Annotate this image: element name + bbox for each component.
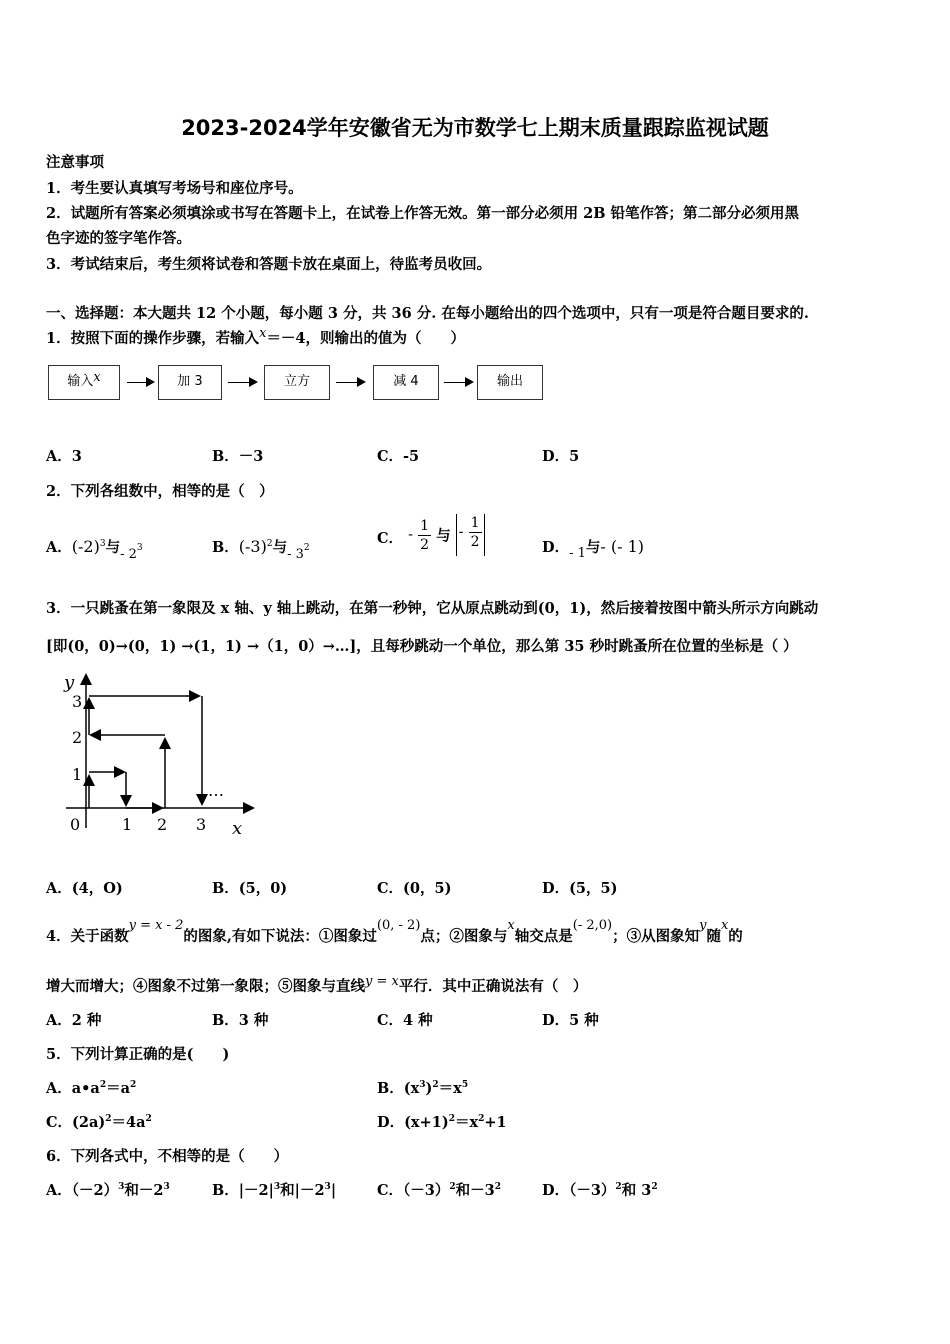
graph-x-tick: 1 xyxy=(122,815,133,834)
jump-path xyxy=(89,696,202,808)
flow-box-cube: 立方 xyxy=(264,365,330,400)
q3-option-c: C．(0，5) xyxy=(377,880,452,897)
q5-stem: 5．下列计算正确的是( ) xyxy=(46,1046,230,1063)
flow-arrow xyxy=(228,382,256,383)
q1-option-b: B．－3 xyxy=(212,448,264,465)
graph-x-tick: 2 xyxy=(157,815,168,834)
graph-x-tick: 3 xyxy=(196,815,207,834)
q2-stem: 2．下列各组数中，相等的是（ ） xyxy=(46,483,274,500)
flow-box-input: 输入x xyxy=(48,365,120,400)
q2-option-b: B．$(-3)^2$与- $3^2$ xyxy=(212,537,310,562)
q2-option-a: A．$(-2)^3$与- $2^3$ xyxy=(46,537,143,562)
q5-option-d: D．$(x+1)^2=x^2+1$ xyxy=(377,1114,507,1131)
page-title: 2023-2024学年安徽省无为市数学七上期末质量跟踪监视试题 xyxy=(181,116,769,140)
flow-arrow xyxy=(127,382,153,383)
notice-item-2-cont: 色字迹的签字笔作答。 xyxy=(46,230,191,247)
q4-option-d: D．5 种 xyxy=(542,1012,599,1029)
q4-option-c: C．4 种 xyxy=(377,1012,433,1029)
q1-stem: 1．按照下面的操作步骤，若输入x＝－4，则输出的值为（ ） xyxy=(46,326,466,347)
q3-line-2: [即(0，0)→(0，1) →(1，1) →（1，0）→…]，且每秒跳动一个单位，那么第 35 秒时跳蚤所在位置的坐标是（ ） xyxy=(46,638,798,655)
flow-arrow xyxy=(336,382,364,383)
q3-graph xyxy=(56,668,266,840)
q5-option-b: B．$(x^3)^2=x^5$ xyxy=(377,1080,469,1097)
section-heading: 一、选择题：本大题共 12 个小题，每小题 3 分，共 36 分. 在每小题给出的四个选项中，只有一项是符合题目要求的. xyxy=(46,305,809,322)
q3-option-b: B．(5，0) xyxy=(212,880,288,897)
q3-option-d: D．(5，5) xyxy=(542,880,618,897)
q3-option-a: A．(4，O) xyxy=(46,880,123,897)
q5-option-c: C．$(2a)^2=4a^2$ xyxy=(46,1114,152,1131)
q3-line-1: 3．一只跳蚤在第一象限及 x 轴、y 轴上跳动，在第一秒钟，它从原点跳动到(0，1)，然后接着按图中箭头所示方向跳动 xyxy=(46,600,819,617)
graph-x-tick: 0 xyxy=(70,815,81,834)
flow-box-add3: 加 3 xyxy=(158,365,222,400)
q6-option-b: B．$|-2|^3$和$|-2^3|$ xyxy=(212,1182,337,1199)
q6-stem: 6．下列各式中，不相等的是（ ） xyxy=(46,1148,289,1165)
graph-x-label: x xyxy=(232,818,243,839)
graph-y-tick: 2 xyxy=(72,728,83,747)
q4-line-1: 4．关于函数y = x - 2的图象,有如下说法：①图象过(0, - 2)点；②图象与x轴交点是(- 2,0)；③从图象知y随x的 xyxy=(46,918,743,945)
q6-option-d: D．$(-3)^2$和 $3^2$ xyxy=(542,1182,658,1199)
graph-y-tick: 3 xyxy=(72,692,83,711)
graph-y-label: y xyxy=(64,672,75,693)
q4-option-a: A．2 种 xyxy=(46,1012,102,1029)
q4-line-2: 增大而增大；④图象不过第一象限；⑤图象与直线y = x平行．其中正确说法有（ ） xyxy=(46,974,588,995)
q6-option-c: C．$(-3)^2$和$-3^2$ xyxy=(377,1182,502,1199)
notice-item-3: 3．考试结束后，考生须将试卷和答题卡放在桌面上，待监考员收回。 xyxy=(46,256,492,273)
q4-option-b: B．3 种 xyxy=(212,1012,269,1029)
flow-box-sub4: 减 4 xyxy=(373,365,439,400)
q1-option-c: C．-5 xyxy=(377,448,420,465)
graph-ellipsis: … xyxy=(208,781,224,800)
notice-item-1: 1．考生要认真填写考场号和座位序号。 xyxy=(46,180,303,197)
q2-option-d: D．- 1与- (- 1) xyxy=(542,537,645,561)
q1-option-d: D．5 xyxy=(542,448,580,465)
q5-option-a: A．$a•a^2=a^2$ xyxy=(46,1080,137,1097)
notice-item-2: 2．试题所有答案必须填涂或书写在答题卡上，在试卷上作答无效。第一部分必须用 2B 铅笔作答；第二部分必须用黑 xyxy=(46,205,800,222)
q1-option-a: A．3 xyxy=(46,448,82,465)
flow-box-output: 输出 xyxy=(477,365,543,400)
flow-arrow xyxy=(444,382,472,383)
notice-heading: 注意事项 xyxy=(46,154,104,171)
graph-y-tick: 1 xyxy=(72,765,83,784)
q6-option-a: A．$(-2)^3$和$-2^3$ xyxy=(46,1182,170,1199)
q2-option-c: C． - $\frac{1}{2}$ 与 - $\frac{1}{2}$ xyxy=(377,514,485,556)
